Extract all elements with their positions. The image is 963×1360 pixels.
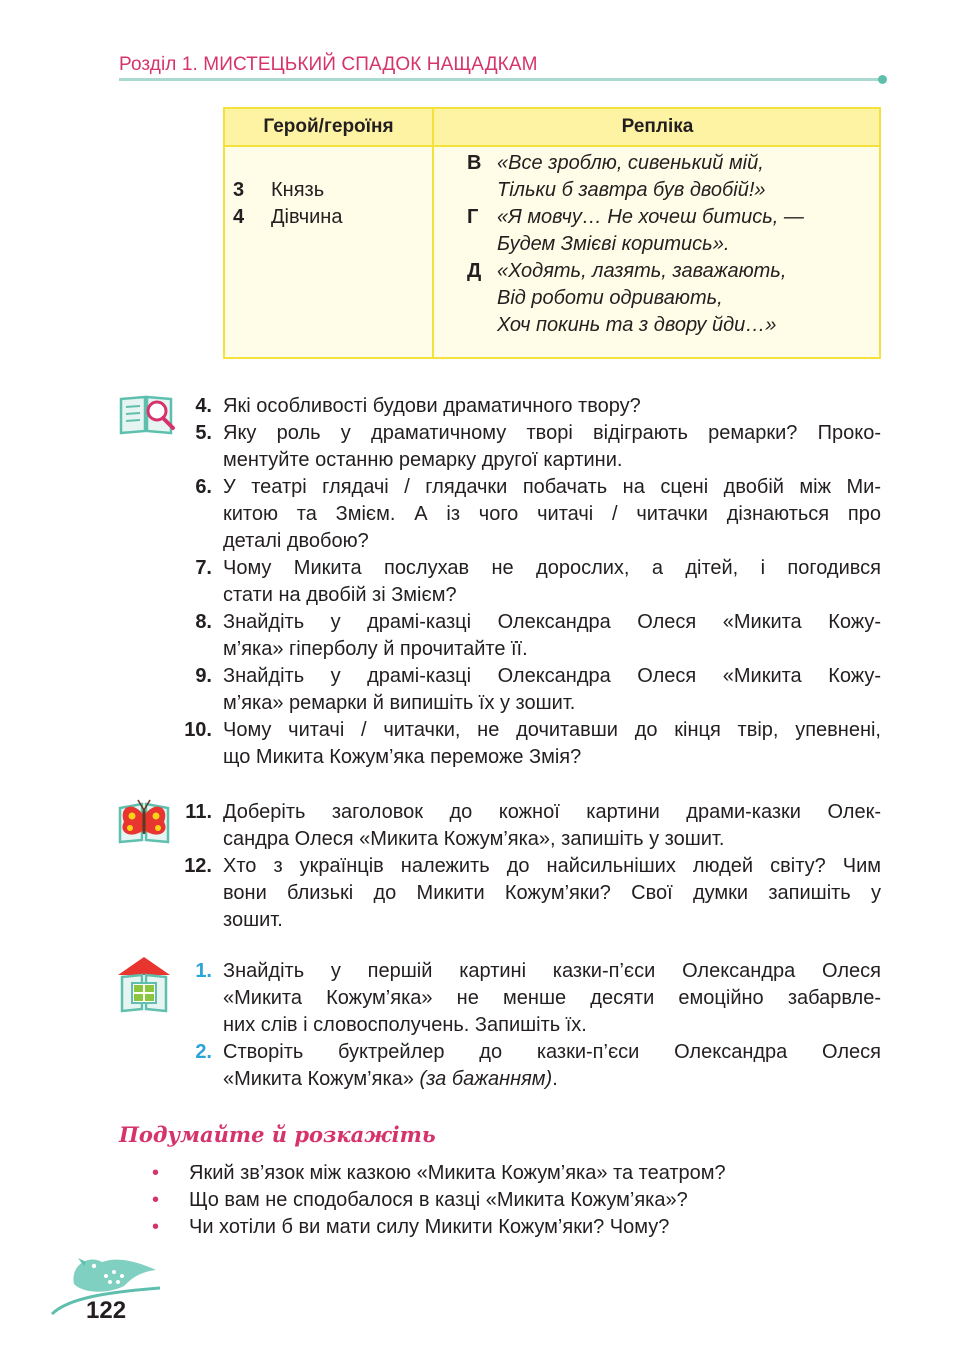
- homework-line-italic: (за бажанням): [413, 1068, 553, 1090]
- homework-line: Створіть буктрейлер до казки-п’єси Олександра Олеся: [223, 1041, 881, 1063]
- bullet-dot: •: [152, 1216, 160, 1238]
- question-line: Знайдіть у драмі-казці Олександра Олеся «Микита Кожу-: [223, 665, 881, 687]
- header-divider-dot: [878, 75, 887, 84]
- question-line: Чому Микита послухав не дорослих, а дітей, і погодився: [223, 557, 881, 579]
- homework-number: 2.: [195, 1041, 212, 1063]
- replica-letter: В: [467, 152, 482, 174]
- replica-letter: Д: [467, 260, 482, 282]
- col-replica-header: Репліка: [621, 116, 694, 137]
- bullet-dot: •: [152, 1189, 160, 1211]
- think-bullet-text: Який зв’язок між казкою «Микита Кожум’яка» та театром?: [189, 1162, 726, 1184]
- question-number: 8.: [195, 611, 212, 633]
- header-divider: [119, 78, 883, 81]
- question-line: Доберіть заголовок до кожної картини драми-казки Олек-: [223, 801, 881, 823]
- homework-line-end: .: [552, 1068, 558, 1090]
- hero-number: 4: [233, 206, 245, 228]
- question-line: Знайдіть у драмі-казці Олександра Олеся «Микита Кожу-: [223, 611, 881, 633]
- question-line: деталі двобою?: [223, 530, 369, 552]
- replica-letter: Г: [467, 206, 479, 228]
- chapter-header: Розділ 1. МИСТЕЦЬКИЙ СПАДОК НАЩАДКАМ: [119, 54, 538, 75]
- question-line: сандра Олеся «Микита Кожум’яка», запишіть у зошит.: [223, 828, 725, 850]
- question-line: м’яка» гіперболу й прочитайте її.: [223, 638, 528, 660]
- homework-line: «Микита Кожум’яка» не менше десяти емоційно забарвле-: [223, 987, 881, 1009]
- page-number: 122: [86, 1297, 127, 1324]
- hero-row: [233, 177, 324, 204]
- homework-line: них слів і словосполучень. Запишіть їх.: [223, 1014, 587, 1036]
- replica-line: Від роботи одривають,: [497, 287, 723, 309]
- replica-line: Будем Змієві коритись».: [497, 233, 730, 255]
- col-hero-header: Герой/героїня: [263, 116, 394, 137]
- homework-line-text: «Микита Кожум’яка»: [223, 1068, 414, 1090]
- question-line: що Микита Кожум’яка переможе Змія?: [223, 746, 582, 768]
- replica-line: Хоч покинь та з двору йди…»: [497, 314, 777, 336]
- question-line: китою та Змієм. А із чого читачі / читачки дізнаються про: [223, 503, 881, 525]
- replica-line: «Ходять, лазять, заважають,: [497, 260, 787, 282]
- replica-line: «Я мовчу… Не хочеш битись, —: [497, 206, 804, 228]
- hero-number: 3: [233, 179, 245, 201]
- question-line: зошит.: [223, 909, 283, 931]
- question-line: Які особливості будови драматичного твору?: [223, 395, 641, 417]
- homework-line: [223, 1066, 881, 1093]
- hero-row: [233, 204, 342, 231]
- hero-name: Князь: [271, 179, 325, 201]
- question-line: ментуйте останню ремарку другої картини.: [223, 449, 623, 471]
- replica-line: Тільки б завтра був двобій!»: [497, 179, 766, 201]
- hero-name: Дівчина: [271, 206, 343, 228]
- question-number: 6.: [195, 476, 212, 498]
- table-column-divider: [432, 109, 434, 357]
- question-line: м’яка» ремарки й випишіть їх у зошит.: [223, 692, 576, 714]
- question-number: 12.: [184, 855, 212, 877]
- question-number: 9.: [195, 665, 212, 687]
- question-line: Чому читачі / читачки, не дочитавши до кінця твір, упевнені,: [223, 719, 881, 741]
- homework-number: 1.: [195, 960, 212, 982]
- question-line: У театрі глядачі / глядачки побачать на сцені двобій між Ми-: [223, 476, 881, 498]
- table-header-row: [225, 109, 879, 147]
- think-bullet-text: Що вам не сподобалося в казці «Микита Кожум’яка»?: [189, 1189, 688, 1211]
- question-number: 7.: [195, 557, 212, 579]
- question-number: 5.: [195, 422, 212, 444]
- question-number: 10.: [184, 719, 212, 741]
- think-bullet-text: Чи хотіли б ви мати силу Микити Кожум’яки? Чому?: [189, 1216, 670, 1238]
- matching-table: [223, 107, 881, 359]
- bullet-dot: •: [152, 1162, 160, 1184]
- think-section-title: Подумайте й розкажіть: [119, 1122, 436, 1147]
- question-number: 11.: [185, 801, 212, 823]
- question-line: стати на двобій зі Змієм?: [223, 584, 457, 606]
- question-line: Яку роль у драматичному творі відіграють ремарки? Проко-: [223, 422, 881, 444]
- homework-line: Знайдіть у першій картині казки-п’єси Олександра Олеся: [223, 960, 881, 982]
- replica-line: «Все зроблю, сивенький мій,: [497, 152, 764, 174]
- question-line: Хто з українців належить до найсильніших людей світу? Чим: [223, 855, 881, 877]
- question-number: 4.: [195, 395, 212, 417]
- question-line: вони близькі до Микити Кожум’яки? Свої думки запишіть у: [223, 882, 881, 904]
